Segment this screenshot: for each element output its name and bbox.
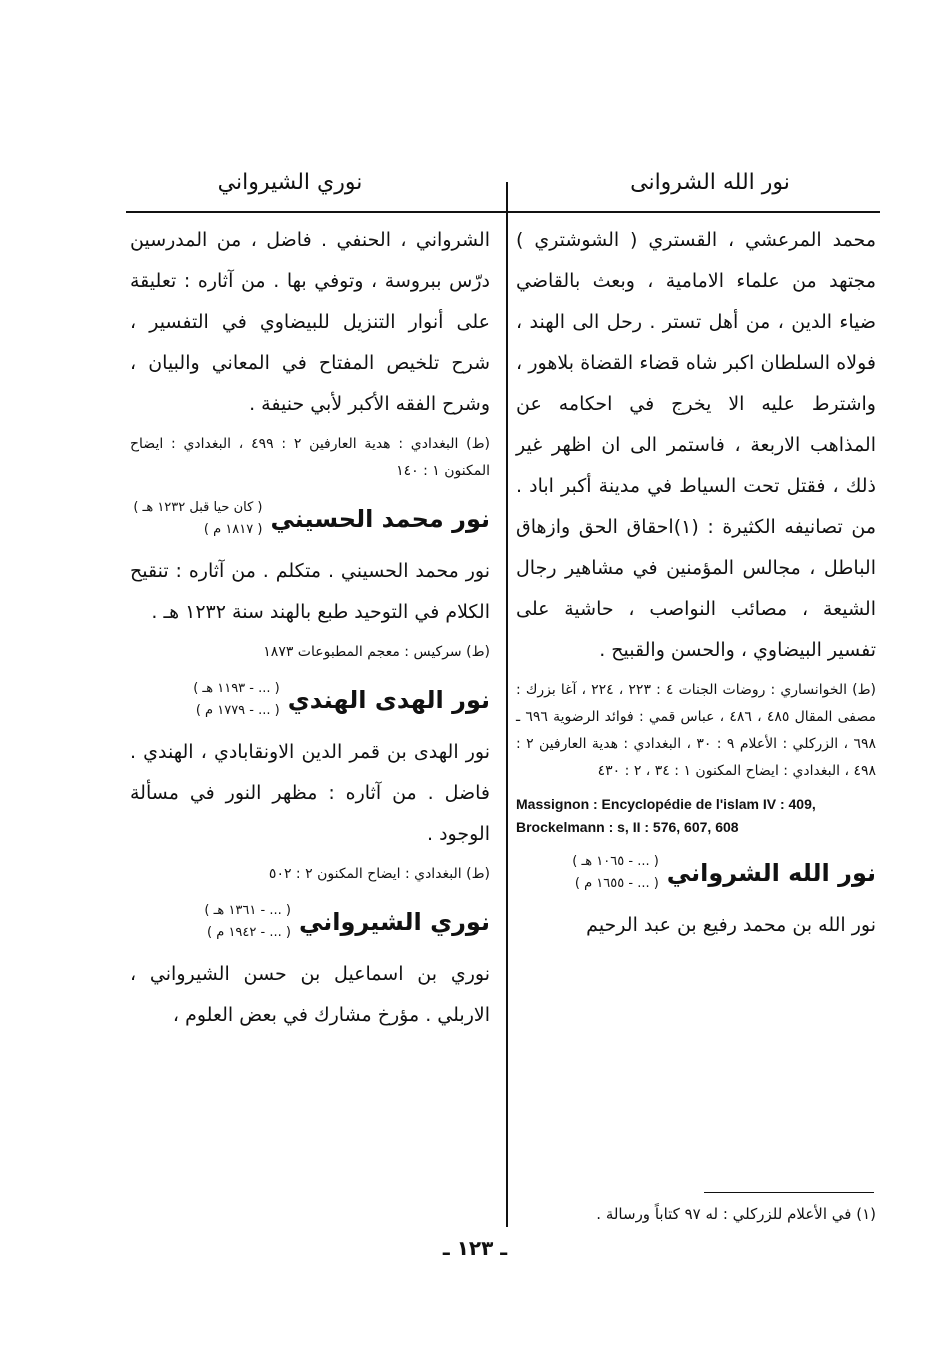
entry-title: نور الهدى الهندي	[287, 686, 490, 714]
entry-dates	[133, 497, 262, 541]
entry-dates	[193, 678, 280, 722]
entry-dates	[572, 851, 659, 895]
entry-heading	[130, 497, 490, 541]
left-running-header: نوري الشيرواني	[217, 170, 363, 195]
entry-text: نور الله بن محمد رفيع بن عبد الرحيم	[586, 914, 876, 936]
date-gregorian: ( ... - ١٩٤٢ م )	[207, 925, 291, 940]
entry-dates	[204, 900, 291, 944]
entry-title: نور الله الشرواني	[666, 859, 876, 887]
date-gregorian: ( ... - ١٦٥٥ م )	[574, 876, 659, 891]
entry-sources: (ط) الخوانساري : روضات الجنات ٤ : ٢٢٣ ، ٢٢٤ ، آغا بزرك : مصفى المقال ٤٨٥ ، ٤٨٦ ، عباس قمي : فوائد الرضوية ٦٩٦ ـ ٦٩٨ ، الزركلي : الأعلام ٩ : ٣٠ ، البغدادي : هدية العارفين ٢ : ٤٩٨ ، البغدادي : ايضاح المكنون ١ : ٣٤ ، ٢ : ٤٣٠	[516, 682, 877, 779]
entry-heading	[130, 678, 490, 722]
date-hijri: ( ... - ١٣٦١ هـ )	[204, 903, 291, 918]
footnote-rule	[704, 1192, 874, 1193]
right-running-header: نور الله الشروانى	[630, 170, 790, 195]
page-number: ـ ١٢٣ ـ	[442, 1236, 508, 1260]
entry-text: نور الهدى بن قمر الدين الاونقابادي ، الهندي . فاضل . من آثاره : مظهر النور في مسألة الوجود .	[130, 741, 490, 845]
entry-heading	[516, 851, 876, 895]
entry-continuation-text: الشرواني ، الحنفي . فاضل ، من المدرسين درّس ببروسة ، وتوفي بها . من آثاره : تعليقة على أنوار التنزيل للبيضاوي في التفسير ، شرح تلخيص المفتاح في المعاني والبيان ، وشرح الفقه الأكبر لأبي حنيفة .	[130, 229, 490, 415]
date-hijri: ( كان حيا قبل ١٢٣٢ هـ )	[133, 500, 263, 515]
entry-sources: (ط) البغدادي : هدية العارفين ٢ : ٤٩٩ ، البغدادي : ايضاح المكنون ١ : ١٤٠	[130, 436, 490, 479]
right-column	[516, 220, 876, 946]
column-divider	[506, 182, 508, 1227]
date-gregorian: ( ... - ١٧٧٩ م )	[195, 703, 280, 718]
entry-title: نوري الشيرواني	[298, 908, 490, 936]
footnote: (١) في الأعلام للزركلي : له ٩٧ كتاباً ورسالة .	[596, 1205, 876, 1223]
entry-text: نور محمد الحسيني . متكلم . من آثاره : تنقيح الكلام في التوحيد طبع بالهند سنة ١٢٣٢ هـ .	[130, 560, 490, 623]
entry-heading	[130, 900, 490, 944]
entry-text: نوري بن اسماعيل بن حسن الشيرواني ، الاربلي . مؤرخ مشارك في بعض العلوم ،	[130, 963, 490, 1026]
date-hijri: ( ... - ١١٩٣ هـ )	[193, 681, 280, 696]
date-hijri: ( ... - ١٠٦٥ هـ )	[572, 854, 659, 869]
entry-sources: (ط) البغدادي : ايضاح المكنون ٢ : ٥٠٢	[268, 866, 490, 882]
entry-latin-sources: Massignon : Encyclopédie de l'islam IV : 409, Brockelmann : s, II : 576, 607, 608	[516, 796, 816, 835]
date-gregorian: ( ١٨١٧ م )	[203, 522, 263, 537]
left-column	[130, 220, 490, 1036]
entry-title: نور محمد الحسيني	[270, 505, 490, 533]
header-rule	[126, 211, 880, 213]
entry-sources: (ط) سركيس : معجم المطبوعات ١٨٧٣	[263, 644, 490, 660]
entry-continuation-text: محمد المرعشي ، القستري ( الشوشتري ) مجتهد من علماء الامامية ، وبعث بالقاضي ضياء الدين ، من أهل تستر . رحل الى الهند ، فولاه السلطان اكبر شاه قضاء القضاة بلاهور ، واشترط عليه الا يخرج في احكامه عن المذاهب الاربعة ، فاستمر الى ان اظهر غير ذلك ، فقتل تحت السياط في مدينة أكبر اباد . من تصانيفه الكثيرة : (١)احقاق الحق وازهاق الباطل ، مجالس المؤمنين في مشاهير رجال الشيعة ، مصائب النواصب ، حاشية على تفسير البيضاوي ، والحسن والقبيح .	[516, 229, 877, 661]
